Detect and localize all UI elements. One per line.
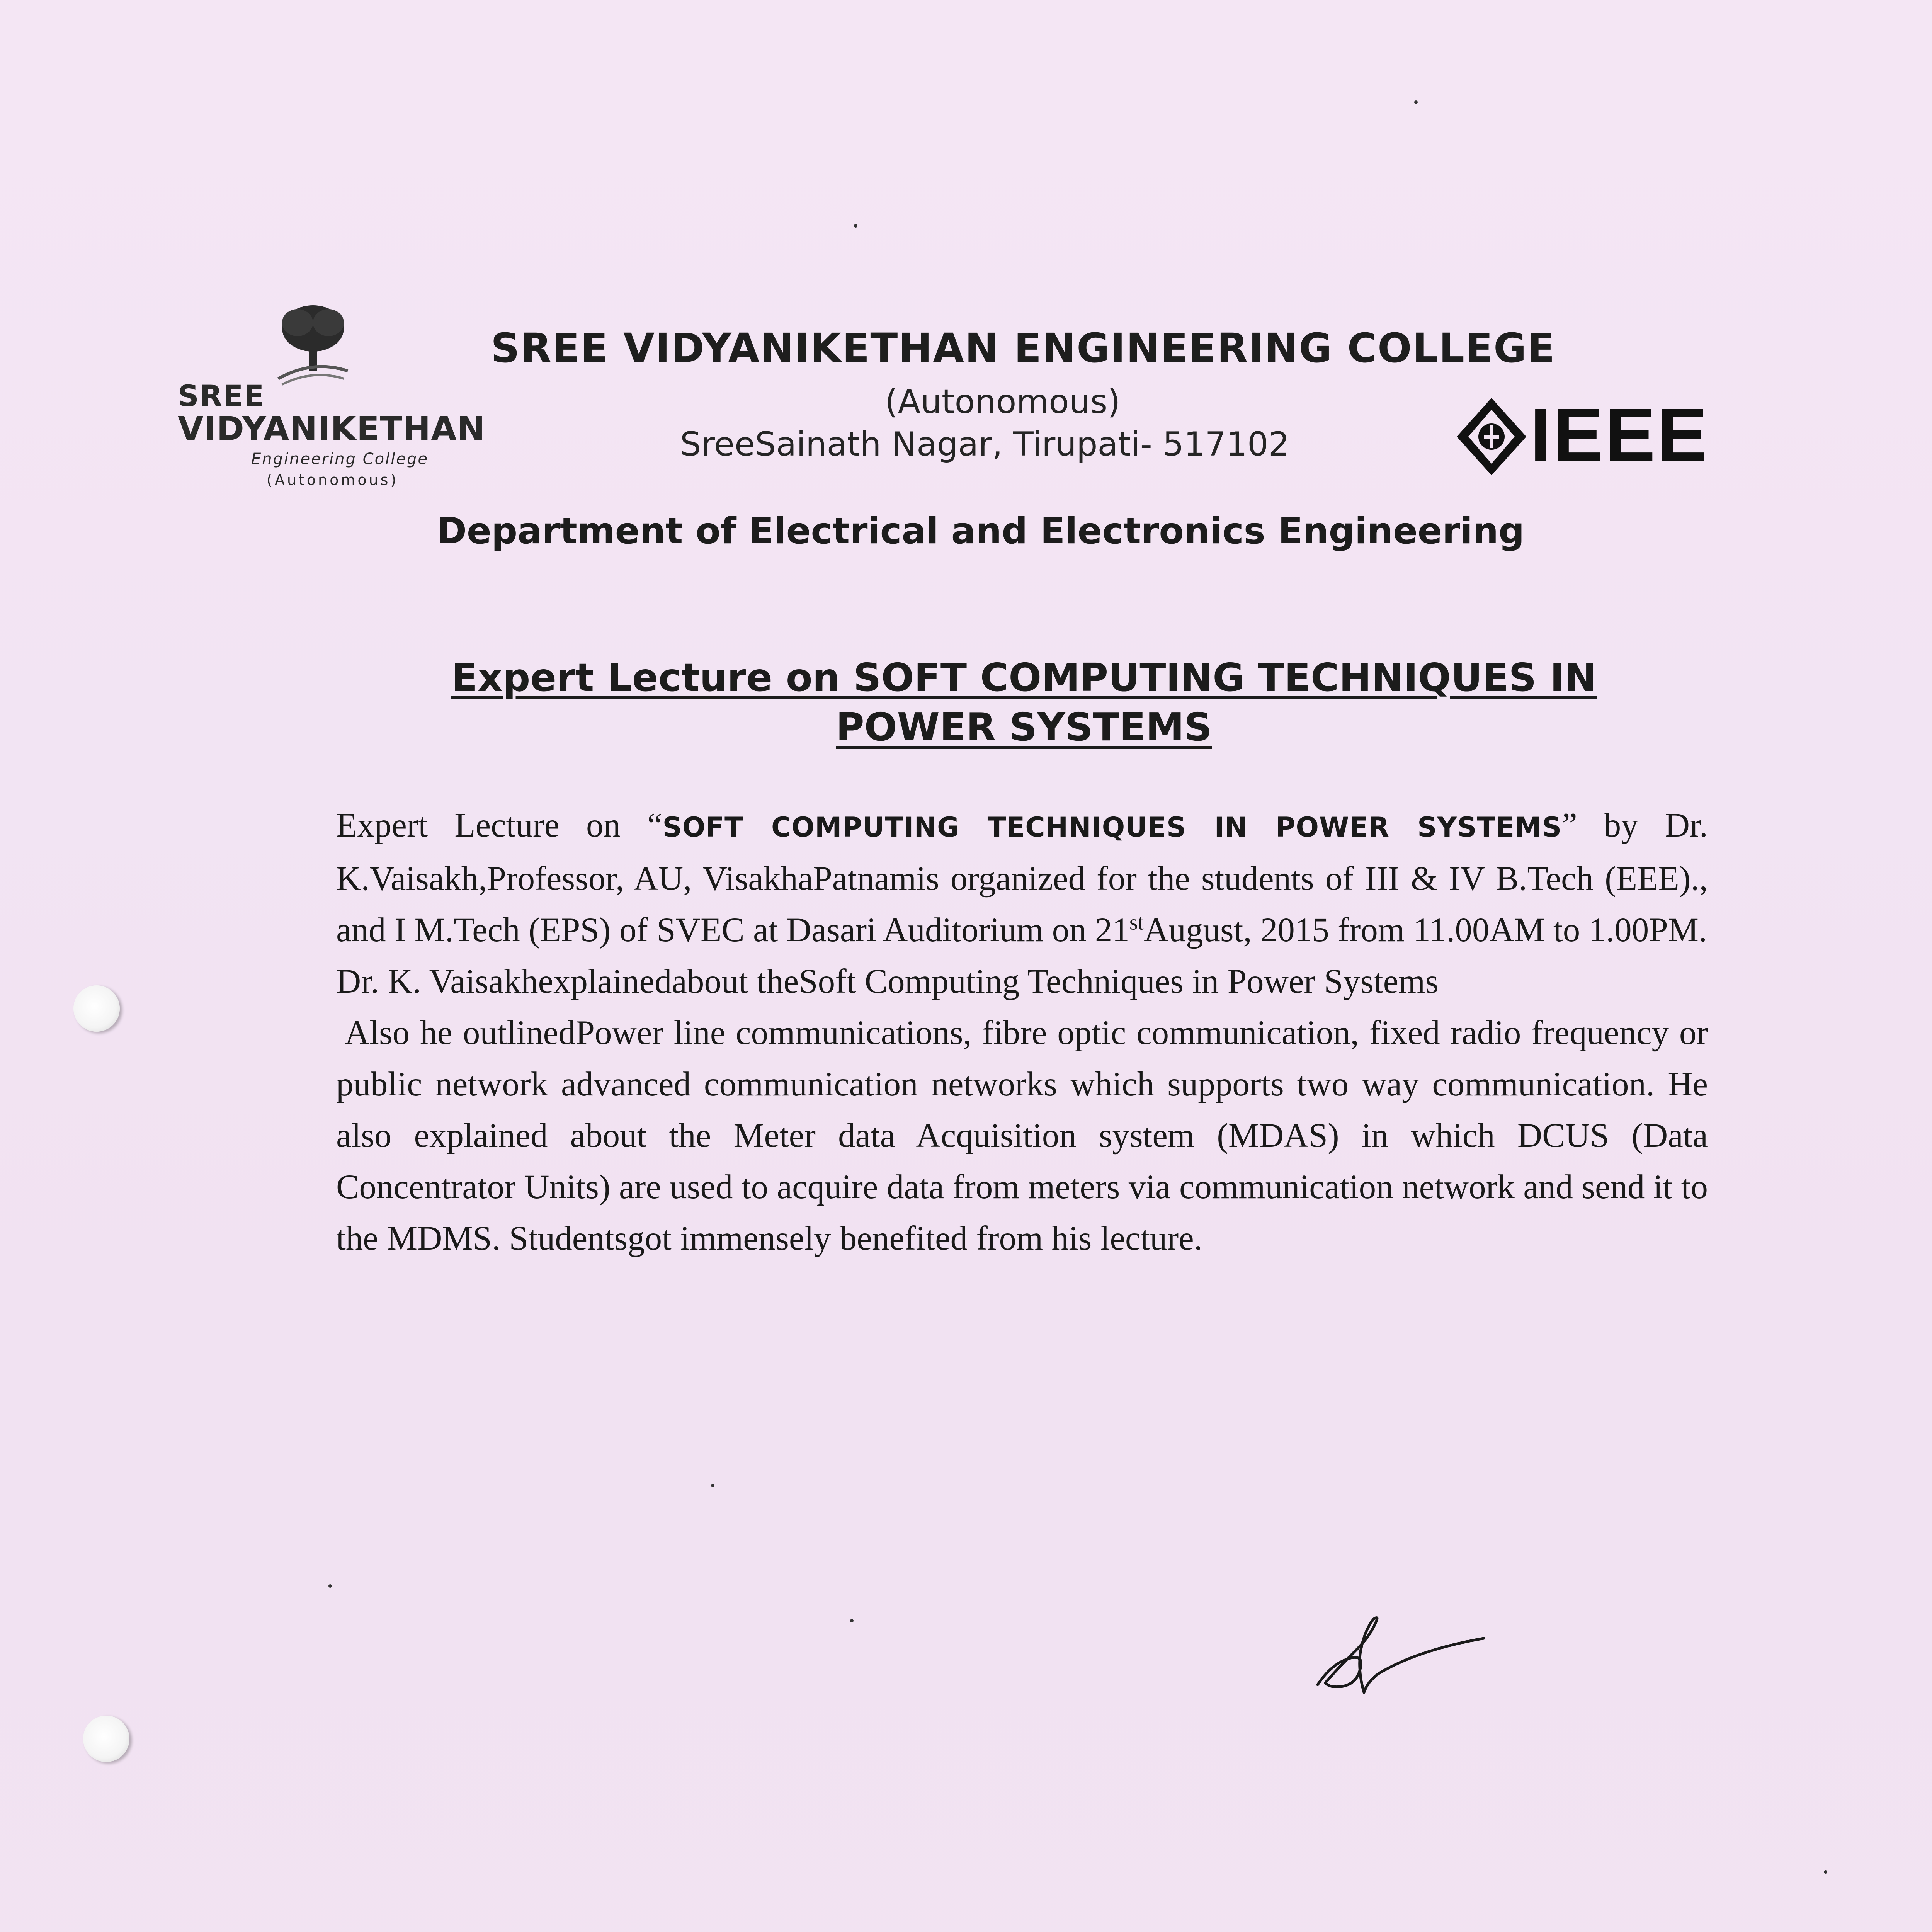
paragraph-explained: Dr. K. Vaisakhexplainedabout theSoft Computing Techniques in Power Systems: [336, 963, 1439, 1000]
scan-speck: [850, 1619, 854, 1622]
scan-speck: [328, 1584, 332, 1588]
college-logo: [178, 301, 485, 510]
department-name: Department of Electrical and Electronics Engineering: [437, 510, 1525, 552]
scan-speck: [711, 1484, 714, 1487]
paragraph-intro: [336, 800, 1708, 956]
intro-topic-caps: SOFT COMPUTING TECHNIQUES IN POWER SYSTEMS: [662, 811, 1562, 843]
scan-speck: [1414, 100, 1418, 104]
college-name: SREE VIDYANIKETHAN ENGINEERING COLLEGE: [491, 325, 1556, 372]
title-line-1: Expert Lecture on SOFT COMPUTING TECHNIQUES IN: [451, 655, 1597, 700]
scan-speck: [854, 224, 857, 228]
title-line-2: POWER SYSTEMS: [836, 704, 1212, 750]
logo-text-vidyanikethan: VIDYANIKETHAN: [178, 410, 485, 448]
intro-text-middle: ” by Dr. K.Vaisakh,Professor, AU, VisakhaPatnamis organized for the students of III & IV B.Tech (EEE)., and I M.Tech (EPS) of SVEC at Dasari Auditorium on 21: [336, 806, 1708, 949]
handwritten-signature: [1302, 1604, 1495, 1712]
ieee-logo: [1453, 393, 1709, 483]
punch-hole: [83, 1716, 129, 1762]
document-title: [379, 653, 1669, 752]
intro-text-start: Expert Lecture on “: [336, 806, 663, 844]
ieee-label: IEEE: [1530, 393, 1709, 477]
tree-icon: [255, 301, 371, 394]
document-body: [336, 800, 1708, 1264]
college-status: (Autonomous): [885, 383, 1121, 421]
logo-text-autonomous: (Autonomous): [267, 471, 399, 488]
punch-hole: [73, 985, 120, 1032]
intro-text-end: August, 2015 from 11.00AM to 1.00PM.: [1144, 911, 1708, 949]
logo-text-engineering-college: Engineering College: [251, 450, 429, 468]
scan-speck: [1824, 1870, 1827, 1874]
date-suffix: st: [1129, 910, 1144, 935]
paragraph-outline: Also he outlinedPower line communications, fibre optic communication, fixed radio frequency or public network advanced communication networks which supports two way communication. He also explained about the Meter data Acquisition system (MDAS) in which DCUS (Data Concentrator Units) are used to acquire data from meters via communication network and send it to the MDMS. Studentsgot immensely benefited from his lecture.: [336, 1014, 1708, 1257]
logo-text-sree: SREE: [178, 379, 265, 413]
ieee-diamond-icon: [1453, 394, 1530, 479]
college-address: SreeSainath Nagar, Tirupati- 517102: [680, 425, 1290, 464]
